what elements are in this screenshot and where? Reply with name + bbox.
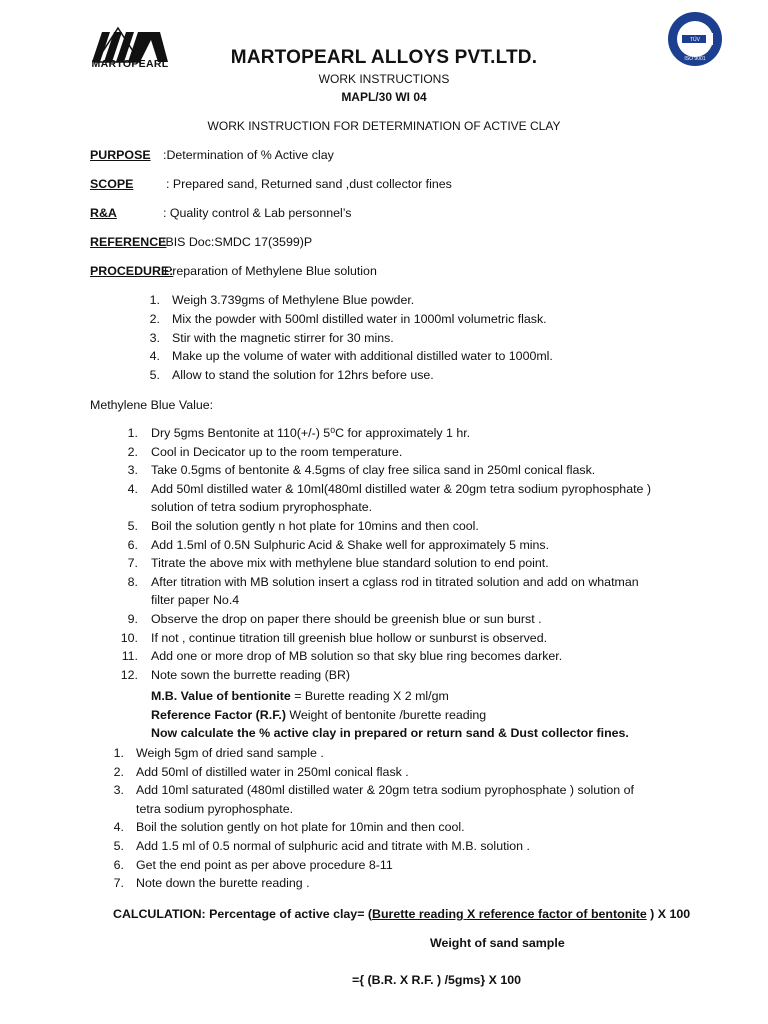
mb-formula-1-rest: = Burette reading X 2 ml/gm (290, 689, 449, 703)
prep-step-number: 5. (149, 368, 160, 383)
sand-step-number: 1. (113, 746, 124, 760)
mb-step-text: Boil the solution gently n hot plate for 10mins and then cool. (151, 519, 479, 533)
mb-step-number: 11. (121, 649, 138, 664)
reference-value: :BIS Doc:SMDC 17(3599)P (162, 235, 313, 249)
mb-step-number: 10. (120, 630, 138, 645)
mb-step-number: 4. (127, 481, 138, 496)
mb-step-number: 5. (127, 519, 138, 533)
doc-type: WORK INSTRUCTIONS (318, 72, 450, 86)
calculation-line (113, 906, 690, 922)
calculation-suffix: ) X 100 (646, 907, 691, 921)
mb-step-text-continued: solution of tetra sodium pryrophosphate. (151, 500, 373, 515)
mb-step-text: After titration with MB solution insert a cglass rod in titrated solution and add on whatman (151, 574, 639, 589)
prep-step-number: 3. (149, 330, 160, 345)
calculation-result: ={ (B.R. X R.F. ) /5gms} X 100 (352, 973, 522, 987)
purpose-value: :Determination of % Active clay (163, 148, 334, 162)
mb-step-text: Add one or more drop of MB solution so that sky blue ring becomes darker. (151, 649, 563, 664)
scope-value: : Prepared sand, Returned sand ,dust collector fines (166, 177, 452, 191)
sand-step-text: Add 10ml saturated (480ml distilled water & 20gm tetra sodium pyrophosphate ) solution of (136, 783, 634, 798)
mb-heading: Methylene Blue Value: (90, 398, 214, 412)
sand-step-number: 2. (113, 764, 124, 779)
mb-step-number: 2. (127, 444, 138, 459)
svg-text:TÜV: TÜV (690, 37, 700, 43)
sand-step-text-continued: tetra sodium pyrophosphate. (136, 801, 294, 816)
mb-step-number: 12. (120, 667, 138, 682)
prep-step-number: 4. (149, 349, 160, 364)
mb-step-text-continued: filter paper No.4 (151, 593, 240, 608)
calculation-denominator: Weight of sand sample (430, 936, 565, 950)
sand-step-text: Add 50ml of distilled water in 250ml conical flask . (136, 764, 409, 779)
prep-step-text: Make up the volume of water with additional distilled water to 1000ml. (172, 349, 553, 364)
mb-step-text: Observe the drop on paper there should be greenish blue or sun burst . (151, 612, 542, 626)
purpose-label: PURPOSE (90, 148, 151, 162)
ra-value: : Quality control & Lab personnel’s (163, 206, 352, 220)
sand-step-text: Weigh 5gm of dried sand sample . (136, 746, 324, 760)
sand-step-number: 4. (113, 820, 124, 835)
mb-step-text: Note sown the burrette reading (BR) (151, 667, 351, 682)
mb-formula-line-1 (151, 688, 449, 704)
sand-step-text: Note down the burette reading . (136, 876, 310, 891)
mb-step-text: Add 50ml distilled water & 10ml(480ml distilled water & 20gm tetra sodium pyrophosphate ) (151, 481, 651, 496)
calculation-numerator: Burette reading X reference factor of bentonite (372, 907, 647, 921)
prep-step-text: Mix the powder with 500ml distilled water in 1000ml volumetric flask. (172, 311, 547, 326)
sand-step-text: Get the end point as per above procedure 8-11 (136, 857, 393, 872)
mb-step-number: 7. (127, 556, 138, 571)
mb-step-text: Cool in Decicator up to the room temperature. (151, 444, 403, 459)
calculation-label: CALCULATION: Percentage of active clay= ( (113, 907, 373, 921)
scope-label: SCOPE (90, 177, 134, 191)
svg-text:ISO 9001: ISO 9001 (684, 56, 706, 62)
mb-formula-line-3 (151, 725, 629, 741)
ra-label: R&A (90, 206, 117, 220)
prep-step-number: 2. (149, 311, 160, 326)
mb-formula-2-rest: Weight of bentonite /burette reading (285, 708, 487, 722)
logo-wordmark: MARTOPEARL (91, 58, 169, 70)
mb-step-text: If not , continue titration till greenish blue hollow or sunburst is observed. (151, 630, 548, 645)
mb-step-text: Dry 5gms Bentonite at 110(+/-) 5⁰C for approximately 1 hr. (151, 426, 471, 440)
mb-formula-2-bold: Reference Factor (R.F.) (151, 708, 286, 722)
mb-formula-1-bold: M.B. Value of bentionite (151, 689, 291, 703)
mb-step-number: 9. (127, 612, 138, 626)
sand-step-number: 7. (113, 876, 124, 891)
mb-step-number: 8. (127, 574, 138, 589)
reference-label: REFERENCE (90, 235, 167, 249)
mb-step-number: 3. (127, 463, 138, 478)
mb-step-text: Add 1.5ml of 0.5N Sulphuric Acid & Shake well for approximately 5 mins. (151, 537, 550, 552)
sand-step-number: 6. (113, 857, 124, 872)
sand-step-number: 3. (113, 783, 124, 798)
company-name: MARTOPEARL ALLOYS PVT.LTD. (230, 47, 538, 68)
mb-step-number: 1. (127, 426, 138, 440)
prep-step-text: Stir with the magnetic stirrer for 30 mins. (172, 330, 394, 345)
mb-step-number: 6. (127, 537, 138, 552)
doc-code: MAPL/30 WI 04 (341, 90, 427, 104)
sand-step-text: Boil the solution gently on hot plate for 10min and then cool. (136, 820, 465, 835)
mb-formula-line-2 (151, 707, 486, 723)
sand-step-text: Add 1.5 ml of 0.5 normal of sulphuric acid and titrate with M.B. solution . (136, 839, 530, 853)
prep-step-text: Allow to stand the solution for 12hrs before use. (172, 368, 434, 383)
prep-step-text: Weigh 3.739gms of Methylene Blue powder. (172, 293, 415, 307)
procedure-label: PROCEDURE: (90, 264, 174, 278)
prep-step-number: 1. (149, 293, 160, 307)
sand-step-number: 5. (113, 839, 124, 853)
mb-step-text: Titrate the above mix with methylene blue standard solution to end point. (151, 556, 549, 571)
mb-step-text: Take 0.5gms of bentonite & 4.5gms of clay free silica sand in 250ml conical flask. (151, 463, 596, 478)
procedure-value: Preparation of Methylene Blue solution (164, 264, 377, 278)
mb-formula-3-bold: Now calculate the % active clay in prepared or return sand & Dust collector fines. (151, 726, 629, 740)
doc-title: WORK INSTRUCTION FOR DETERMINATION OF ACTIVE CLAY (207, 119, 561, 133)
